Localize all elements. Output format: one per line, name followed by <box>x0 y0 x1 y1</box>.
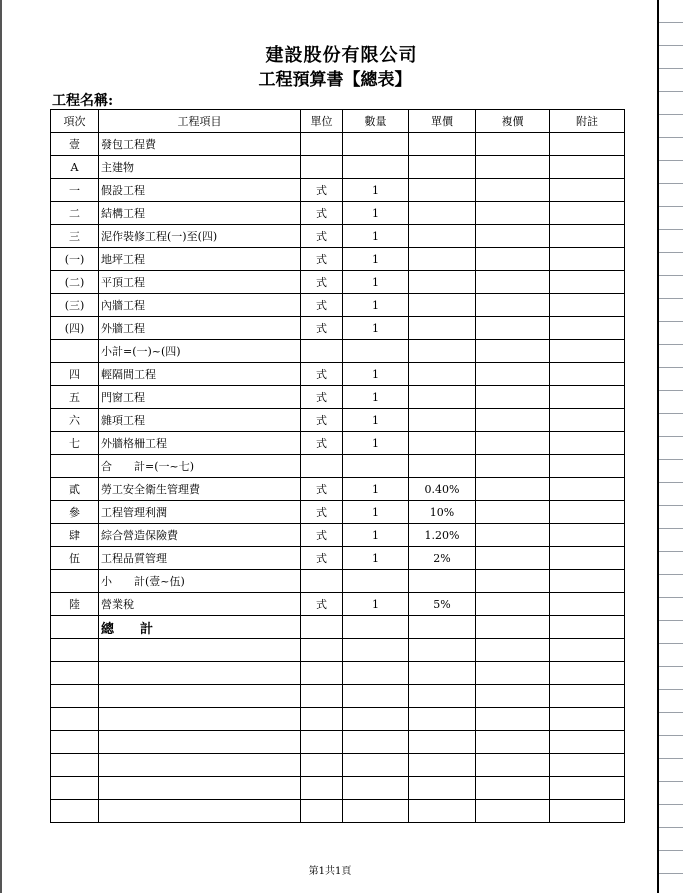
row-total-price-cell[interactable] <box>476 156 550 179</box>
row-remarks-cell[interactable] <box>550 524 625 547</box>
row-remarks-cell[interactable] <box>550 708 625 731</box>
row-index-cell[interactable]: 三 <box>51 225 99 248</box>
row-remarks-cell[interactable] <box>550 754 625 777</box>
row-total-price-cell[interactable] <box>476 294 550 317</box>
row-total-price-cell[interactable] <box>476 616 550 639</box>
row-index-cell[interactable]: 肆 <box>51 524 99 547</box>
row-item-cell[interactable]: 外牆工程 <box>99 317 301 340</box>
table-row <box>51 593 625 616</box>
row-total-price-cell[interactable] <box>476 179 550 202</box>
row-unit-price-cell[interactable] <box>409 731 476 754</box>
row-total-price-cell[interactable] <box>476 478 550 501</box>
row-unit-price-cell[interactable] <box>409 202 476 225</box>
row-quantity-cell[interactable]: 1 <box>343 179 409 202</box>
header-item[interactable]: 工程項目 <box>99 110 301 133</box>
row-index-cell[interactable] <box>51 570 99 593</box>
row-item-cell[interactable]: 泥作裝修工程(一)至(四) <box>99 225 301 248</box>
row-unit-price-cell[interactable] <box>409 271 476 294</box>
table-row <box>51 731 625 754</box>
header-index[interactable]: 項次 <box>51 110 99 133</box>
row-remarks-cell[interactable] <box>550 340 625 363</box>
row-quantity-cell[interactable]: 1 <box>343 363 409 386</box>
row-remarks-cell[interactable] <box>550 363 625 386</box>
row-unit-cell[interactable] <box>301 156 343 179</box>
row-index-cell[interactable]: A <box>51 156 99 179</box>
row-quantity-cell[interactable]: 1 <box>343 593 409 616</box>
row-remarks-cell[interactable] <box>550 685 625 708</box>
row-unit-cell[interactable]: 式 <box>301 432 343 455</box>
row-index-cell[interactable]: 陸 <box>51 593 99 616</box>
row-item-cell[interactable]: 發包工程費 <box>99 133 301 156</box>
table-row <box>51 294 625 317</box>
row-quantity-cell[interactable]: 1 <box>343 271 409 294</box>
row-index-cell[interactable] <box>51 708 99 731</box>
row-total-price-cell[interactable] <box>476 133 550 156</box>
row-quantity-cell[interactable]: 1 <box>343 409 409 432</box>
table-row <box>51 800 625 823</box>
row-item-cell[interactable]: 工程品質管理 <box>99 547 301 570</box>
table-row <box>51 501 625 524</box>
document-title: 工程預算書【總表】 <box>258 70 412 90</box>
row-total-price-cell[interactable] <box>476 662 550 685</box>
row-item-cell[interactable]: 主建物 <box>99 156 301 179</box>
page-number: 第1共1頁 <box>308 866 352 877</box>
table-row <box>51 570 625 593</box>
row-remarks-cell[interactable] <box>550 478 625 501</box>
header-total-price[interactable]: 複價 <box>476 110 550 133</box>
row-index-cell[interactable] <box>51 685 99 708</box>
row-index-cell[interactable]: 六 <box>51 409 99 432</box>
row-unit-price-cell[interactable] <box>409 156 476 179</box>
row-index-cell[interactable]: (三) <box>51 294 99 317</box>
row-total-price-cell[interactable] <box>476 386 550 409</box>
row-total-price-cell[interactable] <box>476 225 550 248</box>
row-item-cell[interactable]: 雜項工程 <box>99 409 301 432</box>
row-unit-price-cell[interactable] <box>409 800 476 823</box>
row-unit-cell[interactable]: 式 <box>301 179 343 202</box>
row-unit-price-cell[interactable] <box>409 317 476 340</box>
row-remarks-cell[interactable] <box>550 616 625 639</box>
table-header-row <box>51 110 625 133</box>
row-unit-price-cell[interactable] <box>409 386 476 409</box>
row-remarks-cell[interactable] <box>550 271 625 294</box>
row-index-cell[interactable]: 七 <box>51 432 99 455</box>
table-row <box>51 133 625 156</box>
table-row <box>51 547 625 570</box>
row-index-cell[interactable] <box>51 777 99 800</box>
row-total-price-cell[interactable] <box>476 685 550 708</box>
row-unit-cell[interactable] <box>301 685 343 708</box>
row-unit-cell[interactable] <box>301 777 343 800</box>
row-total-price-cell[interactable] <box>476 271 550 294</box>
row-index-cell[interactable] <box>51 731 99 754</box>
row-quantity-cell[interactable] <box>343 639 409 662</box>
project-name-label: 工程名稱: <box>52 93 114 109</box>
table-row <box>51 317 625 340</box>
row-quantity-cell[interactable] <box>343 777 409 800</box>
table-row <box>51 179 625 202</box>
row-unit-cell[interactable] <box>301 570 343 593</box>
row-unit-cell[interactable]: 式 <box>301 294 343 317</box>
row-remarks-cell[interactable] <box>550 547 625 570</box>
row-remarks-cell[interactable] <box>550 662 625 685</box>
row-item-cell[interactable] <box>99 662 301 685</box>
row-total-price-cell[interactable] <box>476 708 550 731</box>
row-unit-price-cell[interactable]: 0.40% <box>409 478 476 501</box>
table-row <box>51 639 625 662</box>
row-item-cell[interactable]: 結構工程 <box>99 202 301 225</box>
row-item-cell[interactable]: 小 計(壹~伍) <box>99 570 301 593</box>
row-unit-cell[interactable]: 式 <box>301 363 343 386</box>
row-quantity-cell[interactable]: 1 <box>343 524 409 547</box>
row-unit-price-cell[interactable] <box>409 639 476 662</box>
sheet-gridlines-strip <box>657 0 683 893</box>
row-unit-cell[interactable] <box>301 754 343 777</box>
row-unit-price-cell[interactable] <box>409 133 476 156</box>
row-index-cell[interactable]: (四) <box>51 317 99 340</box>
row-index-cell[interactable]: 一 <box>51 179 99 202</box>
row-total-price-cell[interactable] <box>476 570 550 593</box>
row-item-cell[interactable]: 地坪工程 <box>99 248 301 271</box>
row-total-price-cell[interactable] <box>476 340 550 363</box>
row-unit-price-cell[interactable] <box>409 225 476 248</box>
row-unit-cell[interactable]: 式 <box>301 524 343 547</box>
row-unit-price-cell[interactable]: 1.20% <box>409 524 476 547</box>
row-quantity-cell[interactable]: 1 <box>343 294 409 317</box>
row-remarks-cell[interactable] <box>550 248 625 271</box>
row-unit-price-cell[interactable]: 10% <box>409 501 476 524</box>
row-item-cell[interactable]: 勞工安全衛生管理費 <box>99 478 301 501</box>
row-remarks-cell[interactable] <box>550 570 625 593</box>
row-unit-cell[interactable] <box>301 662 343 685</box>
row-quantity-cell[interactable] <box>343 133 409 156</box>
row-remarks-cell[interactable] <box>550 386 625 409</box>
table-row <box>51 156 625 179</box>
row-unit-price-cell[interactable]: 5% <box>409 593 476 616</box>
table-row <box>51 340 625 363</box>
row-unit-cell[interactable]: 式 <box>301 202 343 225</box>
row-item-cell[interactable]: 外牆格柵工程 <box>99 432 301 455</box>
row-unit-cell[interactable]: 式 <box>301 478 343 501</box>
table-row <box>51 754 625 777</box>
row-quantity-cell[interactable] <box>343 731 409 754</box>
header-unit[interactable]: 單位 <box>301 110 343 133</box>
row-item-cell[interactable]: 小計=(一)~(四) <box>99 340 301 363</box>
company-name: 建設股份有限公司 <box>265 45 418 66</box>
row-total-price-cell[interactable] <box>476 455 550 478</box>
row-remarks-cell[interactable] <box>550 501 625 524</box>
row-item-cell[interactable] <box>99 777 301 800</box>
page-left-edge <box>0 0 2 893</box>
row-unit-cell[interactable] <box>301 708 343 731</box>
table-row <box>51 202 625 225</box>
row-index-cell[interactable] <box>51 662 99 685</box>
row-unit-cell[interactable]: 式 <box>301 409 343 432</box>
row-unit-price-cell[interactable] <box>409 616 476 639</box>
row-remarks-cell[interactable] <box>550 639 625 662</box>
row-quantity-cell[interactable]: 1 <box>343 547 409 570</box>
header-unit-price[interactable]: 單價 <box>409 110 476 133</box>
row-index-cell[interactable] <box>51 800 99 823</box>
row-quantity-cell[interactable] <box>343 685 409 708</box>
row-item-cell[interactable]: 工程管理利潤 <box>99 501 301 524</box>
row-quantity-cell[interactable]: 1 <box>343 248 409 271</box>
row-quantity-cell[interactable]: 1 <box>343 317 409 340</box>
row-unit-price-cell[interactable] <box>409 340 476 363</box>
row-index-cell[interactable]: 貳 <box>51 478 99 501</box>
row-quantity-cell[interactable] <box>343 800 409 823</box>
row-total-price-cell[interactable] <box>476 501 550 524</box>
row-item-cell[interactable] <box>99 708 301 731</box>
row-quantity-cell[interactable] <box>343 156 409 179</box>
row-unit-price-cell[interactable] <box>409 570 476 593</box>
row-unit-price-cell[interactable] <box>409 294 476 317</box>
row-index-cell[interactable]: 伍 <box>51 547 99 570</box>
row-unit-cell[interactable]: 式 <box>301 317 343 340</box>
row-item-cell[interactable]: 綜合營造保險費 <box>99 524 301 547</box>
row-remarks-cell[interactable] <box>550 202 625 225</box>
row-remarks-cell[interactable] <box>550 156 625 179</box>
row-index-cell[interactable] <box>51 754 99 777</box>
row-item-cell[interactable]: 平頂工程 <box>99 271 301 294</box>
row-unit-cell[interactable] <box>301 639 343 662</box>
row-unit-price-cell[interactable] <box>409 455 476 478</box>
row-total-price-cell[interactable] <box>476 754 550 777</box>
row-unit-cell[interactable] <box>301 800 343 823</box>
row-total-price-cell[interactable] <box>476 432 550 455</box>
row-index-cell[interactable] <box>51 639 99 662</box>
row-index-cell[interactable]: (一) <box>51 248 99 271</box>
table-row <box>51 409 625 432</box>
header-quantity[interactable]: 數量 <box>343 110 409 133</box>
row-index-cell[interactable]: 參 <box>51 501 99 524</box>
row-quantity-cell[interactable] <box>343 662 409 685</box>
row-quantity-cell[interactable] <box>343 455 409 478</box>
row-index-cell[interactable]: 二 <box>51 202 99 225</box>
row-item-cell[interactable]: 合 計=(一~七) <box>99 455 301 478</box>
row-total-price-cell[interactable] <box>476 731 550 754</box>
row-index-cell[interactable]: 四 <box>51 363 99 386</box>
row-quantity-cell[interactable]: 1 <box>343 225 409 248</box>
row-unit-price-cell[interactable] <box>409 363 476 386</box>
row-unit-cell[interactable]: 式 <box>301 271 343 294</box>
row-quantity-cell[interactable] <box>343 754 409 777</box>
row-item-cell[interactable]: 營業稅 <box>99 593 301 616</box>
row-unit-price-cell[interactable] <box>409 662 476 685</box>
row-remarks-cell[interactable] <box>550 409 625 432</box>
row-index-cell[interactable] <box>51 340 99 363</box>
table-row <box>51 524 625 547</box>
row-quantity-cell[interactable] <box>343 616 409 639</box>
row-unit-price-cell[interactable] <box>409 708 476 731</box>
row-total-price-cell[interactable] <box>476 524 550 547</box>
row-total-price-cell[interactable] <box>476 248 550 271</box>
row-quantity-cell[interactable]: 1 <box>343 501 409 524</box>
row-quantity-cell[interactable] <box>343 708 409 731</box>
row-remarks-cell[interactable] <box>550 294 625 317</box>
row-unit-cell[interactable]: 式 <box>301 225 343 248</box>
row-unit-price-cell[interactable] <box>409 754 476 777</box>
table-row <box>51 708 625 731</box>
row-index-cell[interactable] <box>51 455 99 478</box>
row-item-cell[interactable] <box>99 800 301 823</box>
row-remarks-cell[interactable] <box>550 777 625 800</box>
row-unit-cell[interactable] <box>301 133 343 156</box>
row-total-price-cell[interactable] <box>476 800 550 823</box>
row-item-cell[interactable] <box>99 639 301 662</box>
row-quantity-cell[interactable]: 1 <box>343 478 409 501</box>
row-index-cell[interactable] <box>51 616 99 639</box>
row-remarks-cell[interactable] <box>550 731 625 754</box>
row-index-cell[interactable]: 五 <box>51 386 99 409</box>
row-quantity-cell[interactable]: 1 <box>343 386 409 409</box>
row-unit-price-cell[interactable] <box>409 248 476 271</box>
row-total-price-cell[interactable] <box>476 317 550 340</box>
row-total-price-cell[interactable] <box>476 547 550 570</box>
row-item-cell[interactable]: 總 計 <box>99 616 301 639</box>
row-item-cell[interactable] <box>99 754 301 777</box>
row-item-cell[interactable] <box>99 685 301 708</box>
row-unit-cell[interactable] <box>301 455 343 478</box>
row-quantity-cell[interactable] <box>343 570 409 593</box>
table-row <box>51 248 625 271</box>
row-remarks-cell[interactable] <box>550 317 625 340</box>
row-item-cell[interactable]: 內牆工程 <box>99 294 301 317</box>
row-unit-cell[interactable]: 式 <box>301 547 343 570</box>
row-unit-cell[interactable] <box>301 616 343 639</box>
table-row <box>51 271 625 294</box>
row-unit-price-cell[interactable] <box>409 432 476 455</box>
table-row <box>51 363 625 386</box>
header-remarks[interactable]: 附註 <box>550 110 625 133</box>
row-remarks-cell[interactable] <box>550 800 625 823</box>
row-item-cell[interactable]: 輕隔間工程 <box>99 363 301 386</box>
table-row <box>51 432 625 455</box>
row-remarks-cell[interactable] <box>550 455 625 478</box>
row-item-cell[interactable]: 門窗工程 <box>99 386 301 409</box>
row-unit-cell[interactable]: 式 <box>301 501 343 524</box>
row-quantity-cell[interactable]: 1 <box>343 432 409 455</box>
row-remarks-cell[interactable] <box>550 432 625 455</box>
budget-table <box>50 109 625 823</box>
row-unit-price-cell[interactable] <box>409 685 476 708</box>
row-total-price-cell[interactable] <box>476 202 550 225</box>
row-unit-cell[interactable] <box>301 731 343 754</box>
row-total-price-cell[interactable] <box>476 593 550 616</box>
row-quantity-cell[interactable] <box>343 340 409 363</box>
row-unit-price-cell[interactable]: 2% <box>409 547 476 570</box>
table-row <box>51 455 625 478</box>
row-item-cell[interactable]: 假設工程 <box>99 179 301 202</box>
row-unit-cell[interactable]: 式 <box>301 248 343 271</box>
row-remarks-cell[interactable] <box>550 225 625 248</box>
row-unit-cell[interactable] <box>301 340 343 363</box>
row-unit-cell[interactable]: 式 <box>301 593 343 616</box>
row-unit-price-cell[interactable] <box>409 409 476 432</box>
row-unit-price-cell[interactable] <box>409 777 476 800</box>
row-index-cell[interactable]: (二) <box>51 271 99 294</box>
table-row <box>51 386 625 409</box>
row-total-price-cell[interactable] <box>476 639 550 662</box>
table-row <box>51 478 625 501</box>
row-total-price-cell[interactable] <box>476 777 550 800</box>
row-remarks-cell[interactable] <box>550 133 625 156</box>
table-row <box>51 616 625 639</box>
table-row <box>51 662 625 685</box>
row-remarks-cell[interactable] <box>550 593 625 616</box>
table-row <box>51 225 625 248</box>
row-item-cell[interactable] <box>99 731 301 754</box>
table-row <box>51 685 625 708</box>
row-index-cell[interactable]: 壹 <box>51 133 99 156</box>
row-total-price-cell[interactable] <box>476 409 550 432</box>
table-row <box>51 777 625 800</box>
row-unit-price-cell[interactable] <box>409 179 476 202</box>
row-remarks-cell[interactable] <box>550 179 625 202</box>
row-quantity-cell[interactable]: 1 <box>343 202 409 225</box>
row-total-price-cell[interactable] <box>476 363 550 386</box>
row-unit-cell[interactable]: 式 <box>301 386 343 409</box>
